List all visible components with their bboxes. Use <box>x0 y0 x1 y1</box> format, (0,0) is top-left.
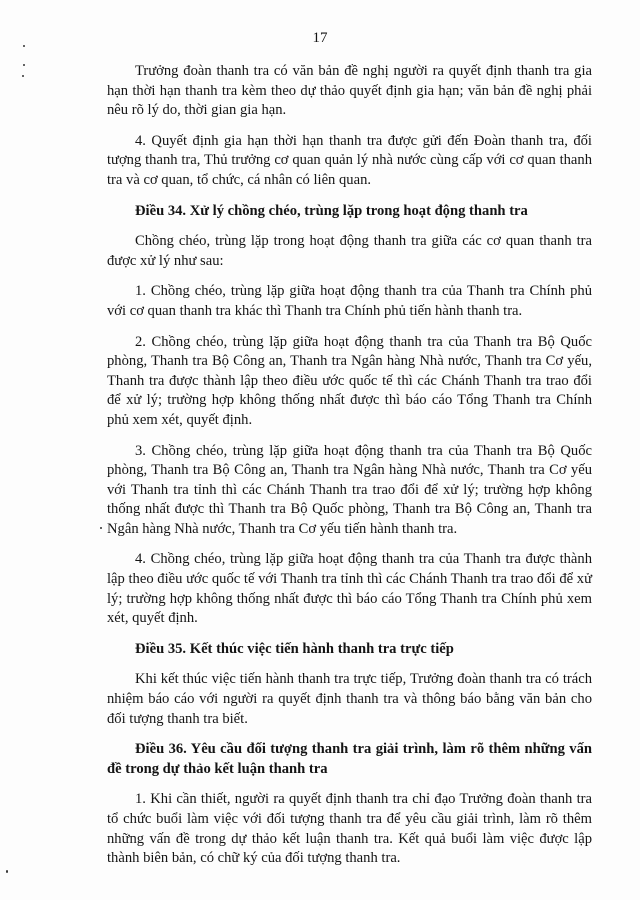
scan-speck <box>6 870 8 873</box>
document-body <box>107 62 592 880</box>
scan-speck <box>23 64 25 66</box>
page-number: 17 <box>312 30 328 46</box>
paragraph: Khi kết thúc việc tiến hành thanh tra trực tiếp, Trưởng đoàn thanh tra có trách nhiệm báo cáo với người ra quyết định thanh tra và thông báo bằng văn bản cho đối tượng thanh tra biết. <box>107 671 592 727</box>
article-heading: Điều 34. Xử lý chồng chéo, trùng lặp trong hoạt động thanh tra <box>135 202 528 219</box>
article-heading: Điều 35. Kết thúc việc tiến hành thanh tra trực tiếp <box>135 640 454 657</box>
paragraph: 1. Chồng chéo, trùng lặp giữa hoạt động thanh tra của Thanh tra Chính phủ với cơ quan thanh tra khác thì Thanh tra Chính phủ tiến hành thanh tra. <box>107 283 592 319</box>
paragraph: 4. Quyết định gia hạn thời hạn thanh tra được gửi đến Đoàn thanh tra, đối tượng thanh tra, Thủ trưởng cơ quan quản lý nhà nước cùng cấp với cơ quan thanh tra và cơ quan, tổ chức, cá nhân có liên quan. <box>107 132 592 188</box>
paragraph: 4. Chồng chéo, trùng lặp giữa hoạt động thanh tra của Thanh tra được thành lập theo điều ước quốc tế với Thanh tra tỉnh thì các Chánh Thanh tra trao đổi để xử lý; trường hợp không thống nhất được thì báo cáo Tổng Thanh tra Chính phủ xem xét, quyết định. <box>107 551 592 627</box>
article-heading: Điều 36. Yêu cầu đối tượng thanh tra giải trình, làm rõ thêm những vấn đề trong dự thảo kết luận thanh tra <box>107 741 592 777</box>
paragraph: 3. Chồng chéo, trùng lặp giữa hoạt động thanh tra của Thanh tra Bộ Quốc phòng, Thanh tra Bộ Công an, Thanh tra Ngân hàng Nhà nước, Thanh tra Cơ yếu với Thanh tra tỉnh thì các Chánh Thanh tra trao đổi để xử lý; trường hợp không thống nhất được thì Thanh tra Bộ Quốc phòng, Thanh tra Bộ Công an, Thanh tra Ngân hàng Nhà nước, Thanh tra Cơ yếu tiến hành thanh tra. <box>107 442 592 537</box>
paragraph: Trưởng đoàn thanh tra có văn bản đề nghị người ra quyết định thanh tra gia hạn thời hạn thanh tra kèm theo dự thảo quyết định gia hạn; văn bản đề nghị phải nêu rõ lý do, thời gian gia hạn. <box>107 63 592 119</box>
paragraph: 2. Chồng chéo, trùng lặp giữa hoạt động thanh tra của Thanh tra Bộ Quốc phòng, Thanh tra Bộ Công an, Thanh tra Ngân hàng Nhà nước, Thanh tra Cơ yếu, Thanh tra được thành lập theo điều ước quốc tế thì các Chánh Thanh tra trao đổi để xử lý; trường hợp không thống nhất được thì báo cáo Tổng Thanh tra Chính phủ xem xét, quyết định. <box>107 333 592 428</box>
paragraph: Chồng chéo, trùng lặp trong hoạt động thanh tra giữa các cơ quan thanh tra được xử lý như sau: <box>107 233 592 269</box>
paragraph: 1. Khi cần thiết, người ra quyết định thanh tra chỉ đạo Trưởng đoàn thanh tra tổ chức buổi làm việc với đối tượng thanh tra để yêu cầu giải trình, làm rõ thêm những vấn đề trong dự thảo kết luận thanh tra. Kết quả buổi làm việc được lập thành biên bản, có chữ ký của đối tượng thanh tra. <box>107 791 592 867</box>
scan-speck <box>22 75 24 77</box>
scan-speck <box>100 527 102 529</box>
